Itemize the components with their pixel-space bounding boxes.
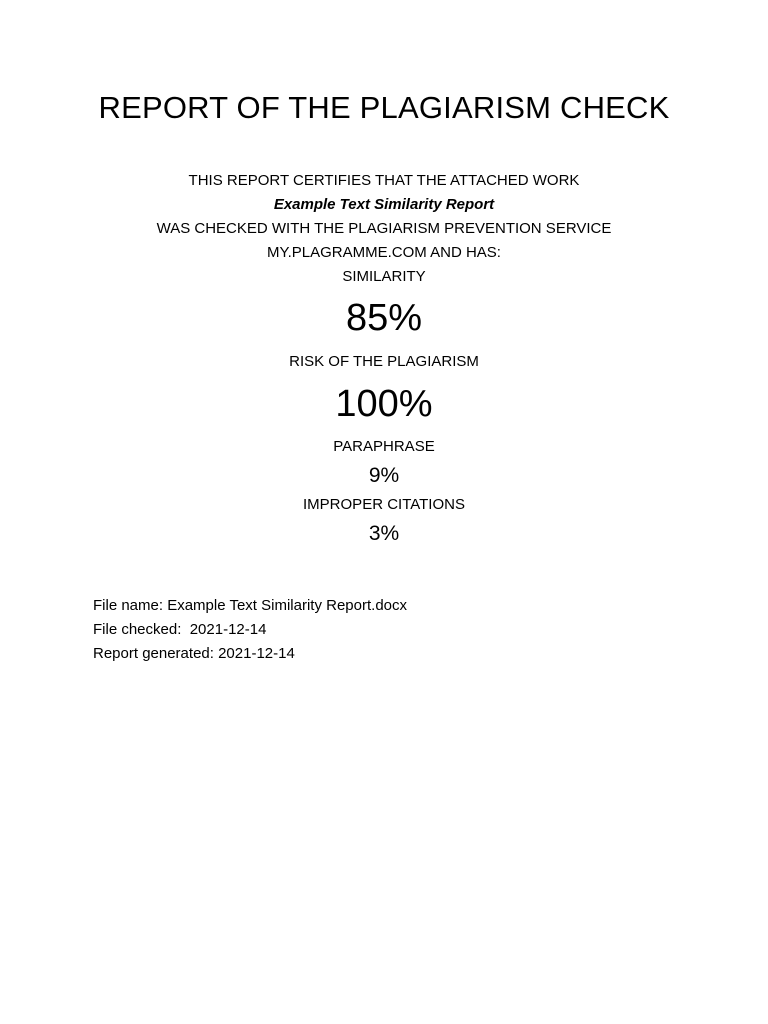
report-generated-line: Report generated: 2021-12-14 [93, 645, 295, 662]
service-line: MY.PLAGRAMME.COM AND HAS: [267, 244, 501, 261]
similarity-value: 85% [345, 297, 423, 339]
paraphrase-label: PARAPHRASE [333, 438, 435, 455]
file-checked-line: File checked: 2021-12-14 [93, 621, 267, 638]
citations-value: 3% [368, 522, 400, 545]
checked-line: WAS CHECKED WITH THE PLAGIARISM PREVENTION SERVICE [156, 220, 612, 237]
risk-value: 100% [335, 383, 433, 425]
report-title: REPORT OF THE PLAGIARISM CHECK [98, 90, 670, 125]
work-title: Example Text Similarity Report [273, 196, 495, 213]
citations-label: IMPROPER CITATIONS [303, 496, 465, 513]
paraphrase-value: 9% [368, 464, 400, 487]
certify-line: THIS REPORT CERTIFIES THAT THE ATTACHED WORK [188, 172, 580, 189]
similarity-label: SIMILARITY [342, 268, 426, 285]
risk-label: RISK OF THE PLAGIARISM [289, 353, 479, 370]
file-name-line: File name: Example Text Similarity Report.docx [93, 597, 408, 614]
